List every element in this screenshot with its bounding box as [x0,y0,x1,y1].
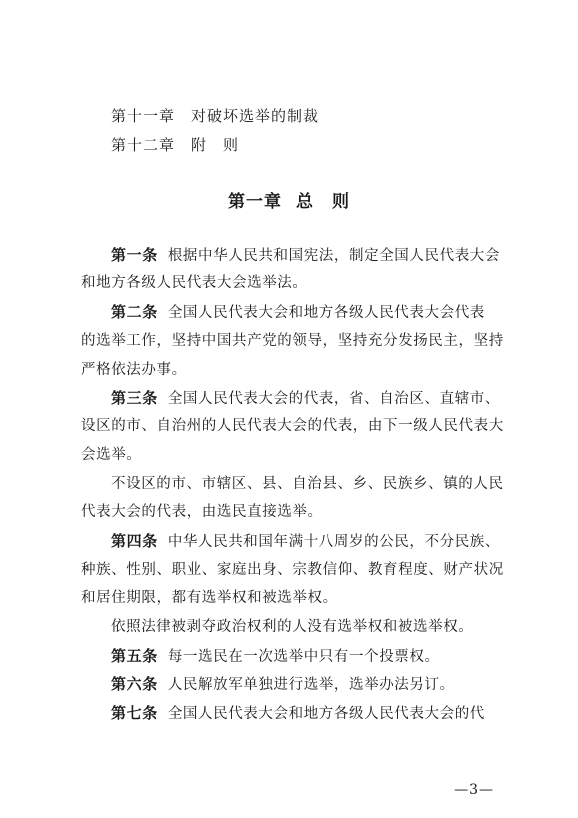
page-number: —3— [454,782,494,798]
article-text: 中华人民共和国年满十八周岁的公民，不分民族、 [167,534,501,550]
article-label: 第四条 [111,532,158,550]
chapter-heading [0,191,578,213]
article-4-para-2-line-1: 依照法律被剥夺政治权利的人没有选举权和被选举权。 [111,619,474,635]
article-label: 第六条 [111,675,158,693]
article-7-line-1 [111,703,485,724]
toc-chapter-number: 第十一章 [111,107,176,125]
article-6-line-1 [111,674,455,695]
article-4-line-3: 和居住期限，都有选举权和被选举权。 [81,590,338,606]
toc-chapter-title: 附 则 [191,136,240,154]
article-5-line-1 [111,646,440,667]
article-text: 根据中华人民共和国宪法，制定全国人民代表大会 [167,248,501,264]
article-text: 人民解放军单独进行选举，选举办法另订。 [167,677,455,693]
article-4-line-1 [111,531,500,552]
article-label: 第一条 [111,246,158,264]
article-3-para-2-line-2: 代表大会的代表，由选民直接选举。 [81,504,323,520]
article-text: 全国人民代表大会的代表，省、自治区、直辖市、 [167,391,501,407]
article-1-line-2: 和地方各级人民代表大会选举法。 [81,275,308,291]
article-label: 第七条 [111,704,158,722]
article-3-line-3: 会选举。 [81,447,142,463]
article-1-line-1 [111,245,500,266]
article-text: 全国人民代表大会和地方各级人民代表大会代表 [167,305,485,321]
toc-entry-chapter-11 [111,106,319,126]
toc-chapter-title: 对破坏选举的制裁 [191,107,320,125]
article-label: 第二条 [111,303,158,321]
article-3-para-2-line-1: 不设区的市、市辖区、县、自治县、乡、民族乡、镇的人民 [111,476,504,492]
article-4-line-2: 种族、性别、职业、家庭出身、宗教信仰、教育程度、财产状况 [81,562,504,578]
toc-chapter-number: 第十二章 [111,136,176,154]
article-2-line-1 [111,302,485,323]
article-2-line-3: 严格依法办事。 [81,362,187,378]
chapter-number: 第一章 [228,192,282,212]
toc-entry-chapter-12 [111,135,239,155]
chapter-title: 总 则 [296,192,350,212]
article-3-line-1 [111,388,500,409]
article-label: 第五条 [111,647,158,665]
article-text: 每一选民在一次选举中只有一个投票权。 [167,649,440,665]
article-text: 全国人民代表大会和地方各级人民代表大会的代 [167,706,485,722]
article-3-line-2: 设区的市、自治州的人民代表大会的代表，由下一级人民代表大 [81,418,504,434]
article-label: 第三条 [111,389,158,407]
article-2-line-2: 的选举工作，坚持中国共产党的领导，坚持充分发扬民主，坚持 [81,333,504,349]
